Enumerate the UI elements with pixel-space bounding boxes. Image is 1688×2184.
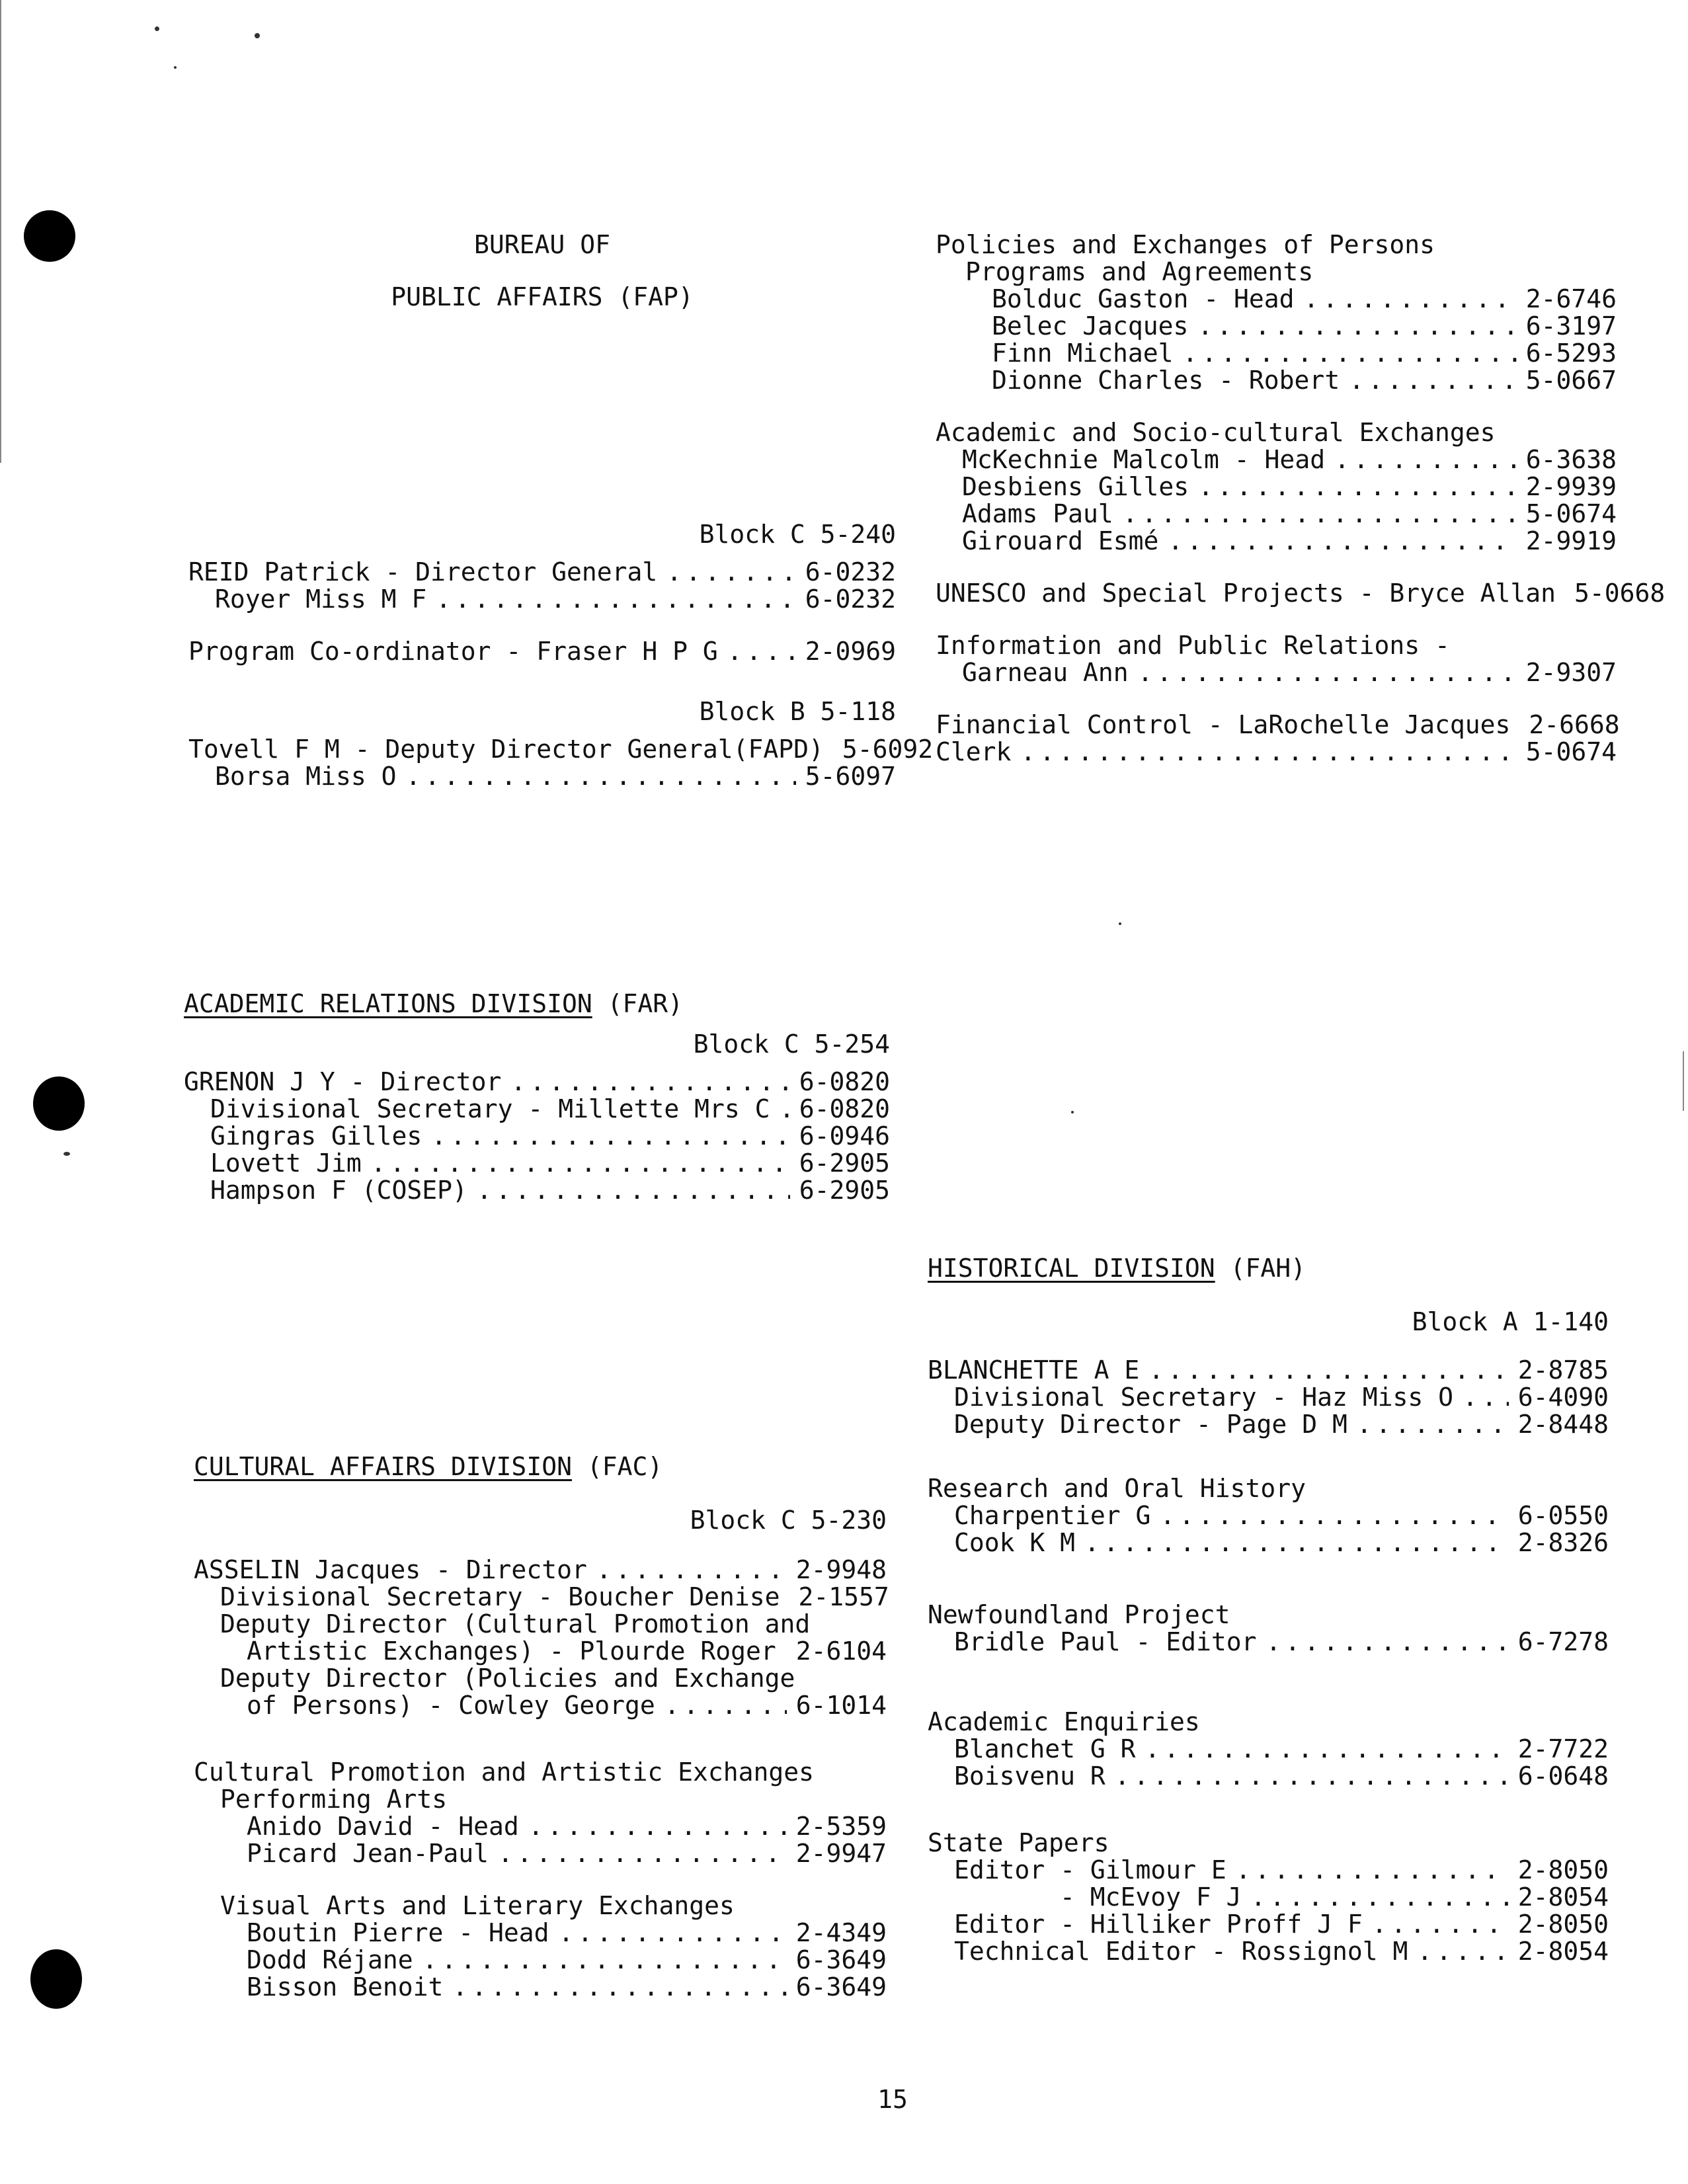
division-name: CULTURAL AFFAIRS DIVISION: [194, 1452, 572, 1481]
directory-entry: [928, 1884, 1609, 1911]
entry-phone: 2-0969: [805, 637, 896, 666]
scan-edge: [1683, 1051, 1684, 1111]
entry-name: BLANCHETTE A E: [928, 1355, 1140, 1385]
entry-name: Divisional Secretary - Millette Mrs C: [210, 1094, 770, 1123]
entry-phone: 5-0674: [1525, 737, 1617, 766]
leader-dots: [477, 1177, 790, 1204]
entry-phone: 2-8448: [1517, 1410, 1609, 1439]
entry-phone: 2-9939: [1525, 472, 1617, 501]
binder-hole-middle: [33, 1076, 85, 1131]
division-title: [194, 1453, 887, 1480]
entry-phone: 5-0668: [1574, 579, 1666, 608]
entry-phone: 6-3649: [795, 1945, 887, 1974]
entry-phone: 5-0667: [1525, 366, 1617, 395]
entry-name: REID Patrick - Director General: [188, 557, 658, 586]
bureau-block-location: Block C 5-240: [699, 520, 896, 549]
directory-entry: [936, 340, 1617, 367]
leader-dots: [666, 559, 796, 586]
leader-dots: [1349, 367, 1517, 394]
directory-entry: [928, 1502, 1609, 1529]
entry-name: Adams Paul: [962, 499, 1113, 528]
leader-dots: [498, 1840, 787, 1867]
leader-dots: [1115, 1763, 1509, 1790]
entry-name: UNESCO and Special Projects - Bryce Allan: [936, 579, 1556, 608]
entry-phone: 6-0550: [1517, 1501, 1609, 1530]
entry-name: Artistic Exchanges) - Plourde Roger: [247, 1637, 776, 1666]
division-code: (FAR): [607, 989, 683, 1018]
directory-entry: [936, 501, 1617, 528]
entry-name: Dodd Réjane: [247, 1945, 413, 1974]
directory-entry: [936, 367, 1617, 394]
scan-speck: [255, 33, 260, 38]
leader-dots: [1251, 1884, 1509, 1911]
entry-text-line: Deputy Director (Policies and Exchange: [220, 1664, 795, 1693]
directory-entry: [928, 1857, 1609, 1884]
directory-entry: [194, 1974, 887, 2001]
entry-name: GRENON J Y - Director: [184, 1067, 502, 1096]
entry-phone: 6-4090: [1517, 1383, 1609, 1412]
directory-entry: [936, 739, 1617, 766]
bureau-title-line1: BUREAU OF: [474, 230, 610, 259]
entry-name: - McEvoy F J: [1060, 1882, 1242, 1912]
division-block-location: Block A 1-140: [1412, 1307, 1609, 1336]
entry-phone: 6-7278: [1517, 1627, 1609, 1656]
scan-speck: [63, 1152, 70, 1156]
entry-phone: 6-2905: [799, 1176, 890, 1205]
subsection-heading: Research and Oral History: [928, 1474, 1306, 1503]
division-code: (FAC): [586, 1452, 663, 1481]
directory-entry: [188, 638, 896, 665]
binder-hole-top: [24, 210, 75, 262]
directory-entry: [936, 579, 1666, 608]
directory-entry: [936, 710, 1620, 739]
section-heading: Policies and Exchanges of Persons: [936, 230, 1435, 259]
directory-entry: [928, 1911, 1609, 1938]
leader-dots: [528, 1813, 787, 1840]
scan-speck: [174, 66, 177, 69]
directory-entry: [936, 313, 1617, 340]
entry-name: Financial Control - LaRochelle Jacques: [936, 710, 1511, 739]
entry-phone: 5-6097: [805, 762, 896, 791]
entry-name: Belec Jacques: [992, 311, 1189, 341]
division-title: [184, 991, 890, 1018]
entry-name: Bridle Paul - Editor: [954, 1627, 1257, 1656]
subsection-heading: Cultural Promotion and Artistic Exchanges: [194, 1758, 814, 1787]
leader-dots: [1236, 1857, 1509, 1884]
subsection-heading: Performing Arts: [220, 1785, 448, 1814]
cultural-affairs-section: [194, 1453, 887, 2001]
leader-dots: [406, 763, 796, 790]
bureau-title-line2: PUBLIC AFFAIRS (FAP): [391, 282, 694, 311]
division-code: (FAH): [1230, 1254, 1306, 1283]
entry-phone: 2-9947: [795, 1839, 887, 1868]
entry-phone: 6-3197: [1525, 311, 1617, 341]
directory-entry: [184, 1123, 890, 1150]
entry-phone: 2-8326: [1517, 1528, 1609, 1557]
leader-dots: [371, 1150, 790, 1177]
entry-name: Desbiens Gilles: [962, 472, 1189, 501]
entry-name: Boisvenu R: [954, 1761, 1105, 1791]
leader-dots: [422, 1947, 787, 1974]
leader-dots: [1138, 659, 1517, 686]
directory-entry: [194, 1557, 887, 1584]
leader-dots: [452, 1974, 786, 2001]
entry-name: Dionne Charles - Robert: [992, 366, 1340, 395]
bureau-block-location: Block B 5-118: [699, 697, 896, 726]
leader-dots: [1334, 446, 1517, 473]
entry-name: Clerk: [936, 737, 1012, 766]
division-block-location: Block C 5-230: [690, 1506, 887, 1535]
directory-entry: [184, 1069, 890, 1096]
leader-dots: [1123, 501, 1517, 528]
leader-dots: [1198, 473, 1517, 501]
leader-dots: [1197, 313, 1516, 340]
entry-phone: 2-6668: [1529, 710, 1620, 739]
entry-phone: 6-2905: [799, 1149, 890, 1178]
directory-entry: [194, 1692, 887, 1719]
directory-entry: [184, 1177, 890, 1204]
directory-entry: [936, 473, 1617, 501]
entry-phone: 2-8050: [1517, 1910, 1609, 1939]
entry-name: Tovell F M - Deputy Director General(FAPD): [188, 735, 824, 764]
policies-section: [936, 230, 1666, 766]
scan-speck: [155, 26, 159, 31]
directory-entry: [194, 1638, 887, 1665]
directory-entry: [928, 1384, 1609, 1411]
leader-dots: [1145, 1736, 1509, 1763]
entry-name: Gingras Gilles: [210, 1121, 422, 1151]
directory-entry: [194, 1584, 887, 1611]
entry-phone: 6-0648: [1517, 1761, 1609, 1791]
directory-entry: [188, 735, 934, 764]
entry-phone: 6-0232: [805, 557, 896, 586]
entry-phone: 2-8054: [1517, 1937, 1609, 1966]
leader-dots: [727, 638, 796, 665]
entry-name: Garneau Ann: [962, 658, 1129, 687]
leader-dots: [1148, 1357, 1508, 1384]
directory-entry: [936, 528, 1617, 555]
directory-entry: [936, 446, 1617, 473]
scan-speck: [1071, 1111, 1074, 1113]
entry-phone: 5-6092: [842, 735, 934, 764]
division-title: [928, 1255, 1609, 1282]
entry-name: Divisional Secretary - Boucher Denise: [220, 1582, 780, 1611]
entry-name: Picard Jean-Paul: [247, 1839, 489, 1868]
entry-phone: 2-9307: [1525, 658, 1617, 687]
leader-dots: [664, 1692, 787, 1719]
directory-entry: [194, 1920, 887, 1947]
leader-dots: [559, 1920, 787, 1947]
entry-name: Program Co-ordinator - Fraser H P G: [188, 637, 718, 666]
division-name: ACADEMIC RELATIONS DIVISION: [184, 989, 592, 1018]
entry-phone: 6-3638: [1525, 445, 1617, 474]
entry-phone: 2-5359: [795, 1812, 887, 1841]
leader-dots: [1160, 1502, 1508, 1529]
leader-dots: [1183, 340, 1517, 367]
directory-entry: [184, 1150, 890, 1177]
entry-phone: 2-4349: [795, 1918, 887, 1947]
directory-entry: [928, 1411, 1609, 1438]
entry-name: Hampson F (COSEP): [210, 1176, 467, 1205]
section-heading: Information and Public Relations -: [936, 631, 1450, 660]
historical-section: [928, 1255, 1609, 1965]
entry-phone: 2-9948: [795, 1555, 887, 1584]
entry-name: McKechnie Malcolm - Head: [962, 445, 1326, 474]
entry-phone: 6-5293: [1525, 339, 1617, 368]
directory-entry: [194, 1840, 887, 1867]
leader-dots: [596, 1557, 787, 1584]
entry-text-line: Deputy Director (Cultural Promotion and: [220, 1609, 811, 1638]
entry-phone: 6-0820: [799, 1067, 890, 1096]
leader-dots: [1357, 1411, 1509, 1438]
leader-dots: [785, 1638, 787, 1665]
entry-name: ASSELIN Jacques - Director: [194, 1555, 587, 1584]
subsection-heading: Newfoundland Project: [928, 1600, 1230, 1629]
entry-name: Blanchet G R: [954, 1734, 1136, 1763]
directory-entry: [194, 1947, 887, 1974]
binder-hole-bottom: [30, 1949, 82, 2009]
academic-relations-section: [184, 991, 890, 1204]
entry-name: Bolduc Gaston - Head: [992, 284, 1295, 313]
entry-name: Boutin Pierre - Head: [247, 1918, 549, 1947]
entry-name: Editor - Hilliker Proff J F: [954, 1910, 1363, 1939]
directory-entry: [928, 1736, 1609, 1763]
directory-entry: [188, 763, 896, 790]
directory-entry: [928, 1357, 1609, 1384]
entry-name: Bisson Benoit: [247, 1972, 444, 2002]
directory-entry: [936, 659, 1617, 686]
entry-name: Editor - Gilmour E: [954, 1855, 1226, 1884]
directory-entry: [936, 286, 1617, 313]
directory-entry: [188, 559, 896, 586]
subsection-heading: Academic Enquiries: [928, 1707, 1200, 1736]
entry-phone: 6-0820: [799, 1094, 890, 1123]
leader-dots: [1266, 1629, 1509, 1656]
scan-speck: [1119, 922, 1121, 925]
entry-name: Deputy Director - Page D M: [954, 1410, 1347, 1439]
entry-phone: 6-3649: [795, 1972, 887, 2002]
leader-dots: [779, 1096, 789, 1123]
page-number: 15: [877, 2085, 908, 2114]
leader-dots: [436, 586, 795, 613]
division-name: HISTORICAL DIVISION: [928, 1254, 1215, 1283]
scan-edge: [0, 0, 1, 463]
entry-name: of Persons) - Cowley George: [247, 1691, 655, 1720]
entry-phone: 2-8785: [1517, 1355, 1609, 1385]
directory-entry: [928, 1763, 1609, 1790]
entry-phone: 2-6746: [1525, 284, 1617, 313]
entry-phone: 6-0232: [805, 585, 896, 614]
entry-name: Borsa Miss O: [215, 762, 397, 791]
subsection-heading: Programs and Agreements: [965, 257, 1314, 286]
bureau-section: [188, 230, 934, 791]
section-heading: Academic and Socio-cultural Exchanges: [936, 418, 1496, 447]
entry-phone: 6-1014: [795, 1691, 887, 1720]
leader-dots: [431, 1123, 789, 1150]
entry-name: Anido David - Head: [247, 1812, 519, 1841]
directory-entry: [194, 1813, 887, 1840]
subsection-heading: State Papers: [928, 1828, 1109, 1857]
entry-phone: 2-8050: [1517, 1855, 1609, 1884]
entry-name: Divisional Secretary - Haz Miss O: [954, 1383, 1453, 1412]
entry-name: Cook K M: [954, 1528, 1076, 1557]
leader-dots: [1084, 1529, 1509, 1557]
division-block-location: Block C 5-254: [693, 1030, 890, 1059]
leader-dots: [1304, 286, 1517, 313]
entry-phone: 2-6104: [795, 1637, 887, 1666]
entry-phone: 6-0946: [799, 1121, 890, 1151]
entry-phone: 2-8054: [1517, 1882, 1609, 1912]
entry-name: Technical Editor - Rossignol M: [954, 1937, 1408, 1966]
directory-entry: [928, 1938, 1609, 1965]
entry-phone: 2-9919: [1525, 526, 1617, 555]
entry-phone: 5-0674: [1525, 499, 1617, 528]
entry-name: Lovett Jim: [210, 1149, 362, 1178]
subsection-heading: Visual Arts and Literary Exchanges: [220, 1891, 735, 1920]
entry-phone: 2-7722: [1517, 1734, 1609, 1763]
leader-dots: [1372, 1911, 1509, 1938]
directory-entry: [184, 1096, 890, 1123]
entry-phone: 2-1557: [798, 1582, 889, 1611]
directory-entry: [928, 1629, 1609, 1656]
directory-entry: [928, 1529, 1609, 1557]
entry-name: Charpentier G: [954, 1501, 1151, 1530]
leader-dots: [1463, 1384, 1509, 1411]
leader-dots: [1417, 1938, 1508, 1965]
entry-name: Royer Miss M F: [215, 585, 427, 614]
leader-dots: [510, 1069, 789, 1096]
entry-name: Finn Michael: [992, 339, 1174, 368]
entry-name: Girouard Esmé: [962, 526, 1159, 555]
leader-dots: [1020, 739, 1516, 766]
directory-entry: [188, 586, 896, 613]
leader-dots: [1168, 528, 1516, 555]
